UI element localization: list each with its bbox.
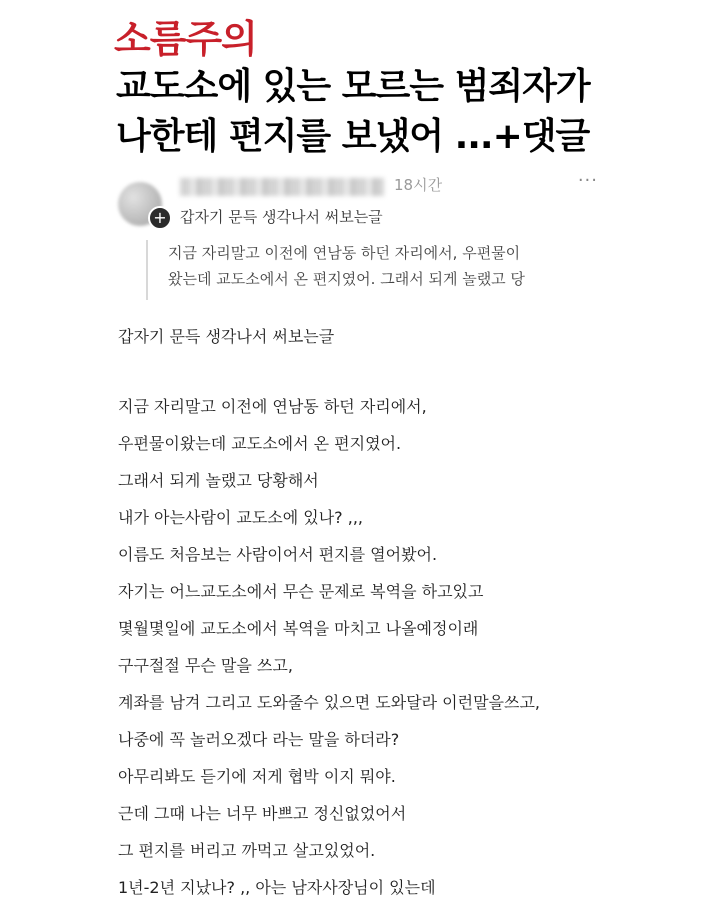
body-line: 몇월몇일에 교도소에서 복역을 마치고 나올예정이래 (118, 619, 479, 638)
body-line: 계좌를 남겨 그리고 도와줄수 있으면 도와달라 이런말을쓰고, (118, 693, 541, 712)
quote-line: 지금 자리말고 이전에 연남동 하던 자리에서, 우편물이 (168, 244, 521, 262)
body-line: 그래서 되게 놀랬고 당황해서 (118, 471, 319, 490)
body-line: 내가 아는사람이 교도소에 있나? ,,, (118, 508, 364, 527)
quoted-preview[interactable] (146, 240, 596, 300)
body-title: 갑자기 문득 생각나서 써보는글 (118, 327, 335, 346)
body-line: 구구절절 무슨 말을 쓰고, (118, 656, 293, 675)
quote-line: 왔는데 교도소에서 온 편지였어. 그래서 되게 놀랬고 당 (168, 270, 525, 288)
body-line: 자기는 어느교도소에서 무슨 문제로 복역을 하고있고 (118, 582, 484, 601)
plus-icon[interactable]: + (148, 206, 172, 230)
blurred-username (180, 178, 384, 196)
body-line: 아무리봐도 듣기에 저게 협박 이지 뭐야. (118, 767, 396, 786)
more-options-icon[interactable]: ··· (577, 170, 598, 191)
body-line: 근데 그때 나는 너무 바쁘고 정신없었어서 (118, 804, 407, 823)
body-line: 그 편지를 버리고 까먹고 살고있었어. (118, 841, 376, 860)
body-line: 우편물이왔는데 교도소에서 온 편지였어. (118, 434, 402, 453)
headline (116, 62, 616, 162)
body-line: 이름도 처음보는 사람이어서 편지를 열어봤어. (118, 545, 438, 564)
body-line: 나중에 꼭 놀러오겠다 라는 말을 하더라? (118, 730, 400, 749)
headline-line: 나한테 편지를 보냈어 ...+댓글 (116, 116, 590, 157)
headline-line: 교도소에 있는 모르는 범죄자가 (116, 66, 590, 107)
post-header (118, 172, 598, 232)
post-title[interactable]: 갑자기 문득 생각나서 써보는글 (180, 208, 383, 226)
post-time: 18시간 (394, 176, 443, 194)
warning-label: 소름주의 (114, 17, 257, 61)
body-line: 1년-2년 지났나? ,, 아는 남자사장님이 있는데 (118, 878, 436, 897)
body-line: 지금 자리말고 이전에 연남동 하던 자리에서, (118, 397, 427, 416)
